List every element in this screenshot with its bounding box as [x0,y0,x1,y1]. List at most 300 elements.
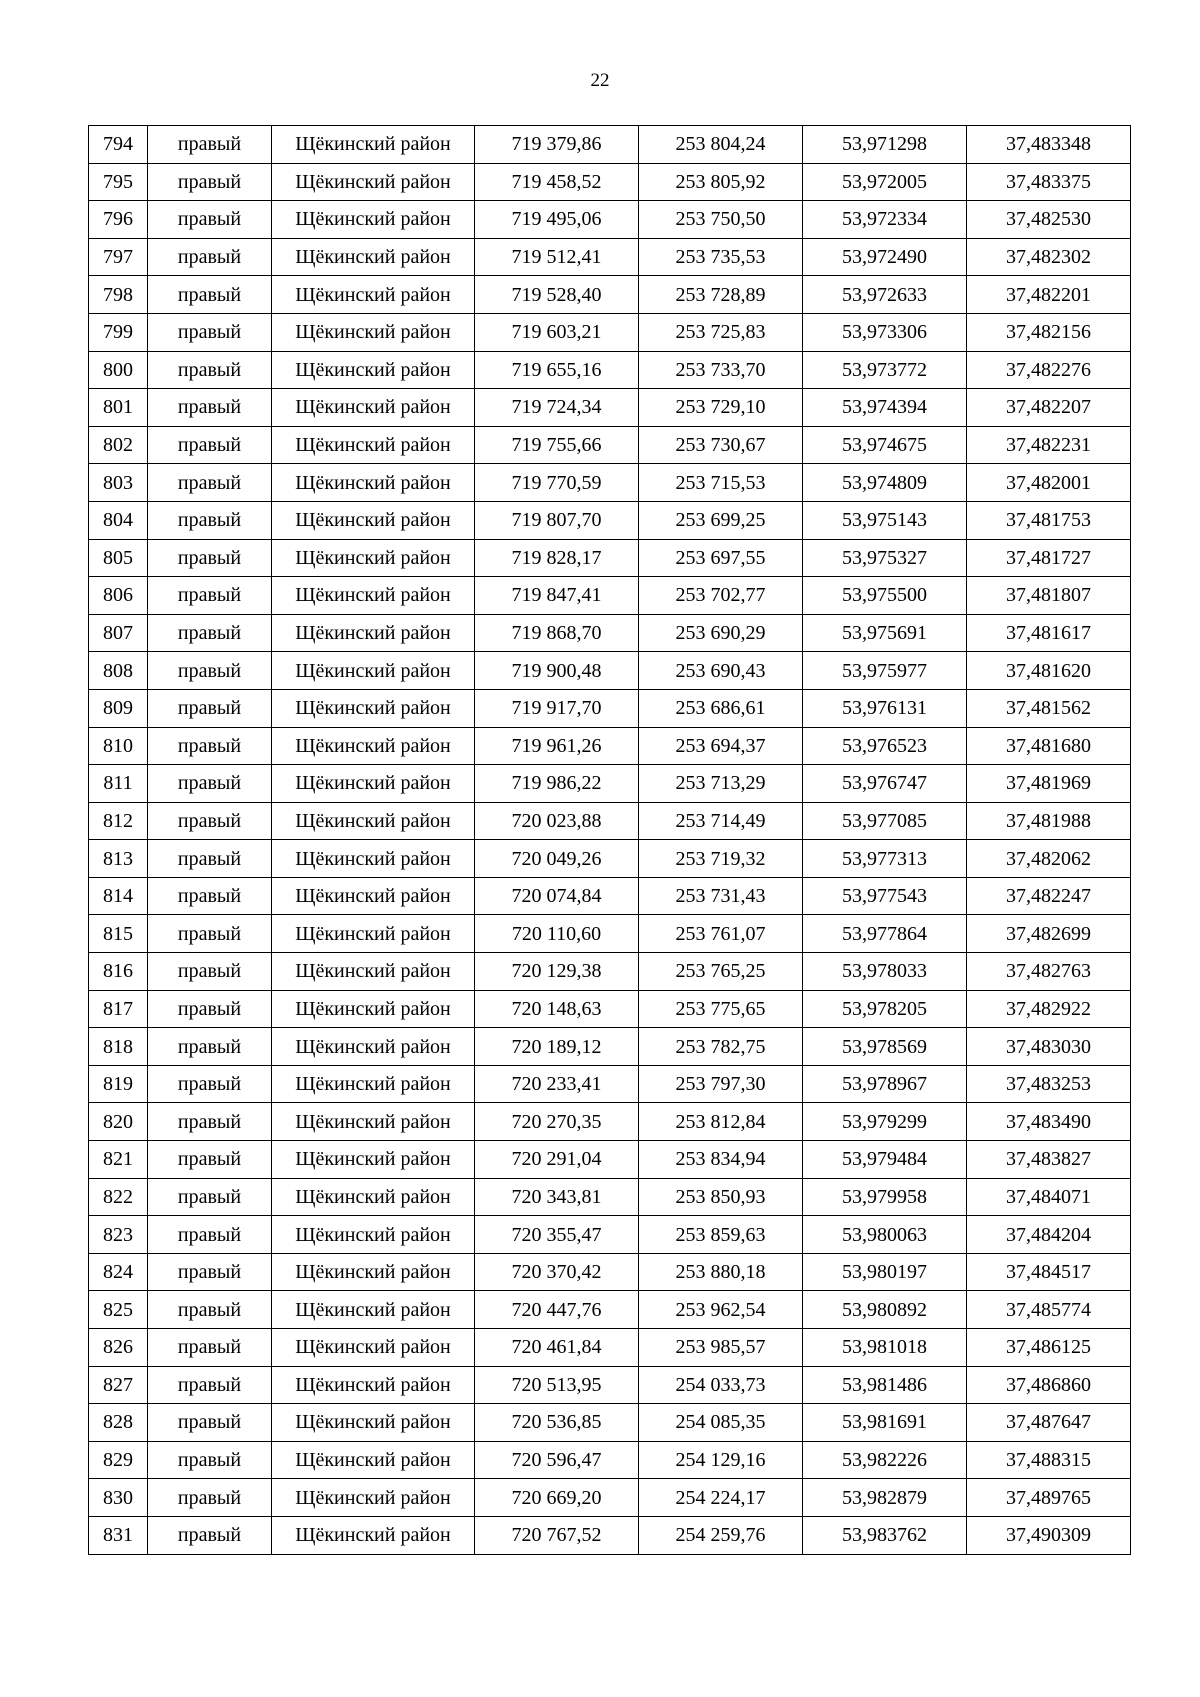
latitude-cell: 53,979484 [803,1141,967,1179]
latitude-cell: 53,982879 [803,1479,967,1517]
y-coordinate-cell: 254 129,16 [639,1441,803,1479]
longitude-cell: 37,481807 [967,577,1131,615]
x-coordinate-cell: 719 528,40 [475,276,639,314]
x-coordinate-cell: 719 512,41 [475,238,639,276]
bank-side-cell: правый [148,1253,272,1291]
point-number-cell: 804 [89,501,148,539]
x-coordinate-cell: 720 110,60 [475,915,639,953]
y-coordinate-cell: 254 085,35 [639,1404,803,1442]
bank-side-cell: правый [148,238,272,276]
district-cell: Щёкинский район [272,313,475,351]
point-number-cell: 807 [89,614,148,652]
coordinates-table [88,125,1131,1555]
x-coordinate-cell: 719 770,59 [475,464,639,502]
longitude-cell: 37,490309 [967,1516,1131,1554]
bank-side-cell: правый [148,389,272,427]
longitude-cell: 37,481680 [967,727,1131,765]
point-number-cell: 796 [89,201,148,239]
x-coordinate-cell: 720 189,12 [475,1028,639,1066]
bank-side-cell: правый [148,577,272,615]
bank-side-cell: правый [148,313,272,351]
bank-side-cell: правый [148,689,272,727]
x-coordinate-cell: 720 233,41 [475,1065,639,1103]
longitude-cell: 37,482062 [967,840,1131,878]
longitude-cell: 37,482763 [967,953,1131,991]
point-number-cell: 816 [89,953,148,991]
longitude-cell: 37,481562 [967,689,1131,727]
table-row [89,652,1131,690]
point-number-cell: 823 [89,1216,148,1254]
longitude-cell: 37,486860 [967,1366,1131,1404]
y-coordinate-cell: 253 962,54 [639,1291,803,1329]
y-coordinate-cell: 253 733,70 [639,351,803,389]
district-cell: Щёкинский район [272,1366,475,1404]
longitude-cell: 37,484204 [967,1216,1131,1254]
longitude-cell: 37,484517 [967,1253,1131,1291]
point-number-cell: 797 [89,238,148,276]
district-cell: Щёкинский район [272,953,475,991]
table-row [89,539,1131,577]
table-row [89,840,1131,878]
table-row [89,1253,1131,1291]
y-coordinate-cell: 253 702,77 [639,577,803,615]
district-cell: Щёкинский район [272,1404,475,1442]
table-row [89,464,1131,502]
bank-side-cell: правый [148,840,272,878]
district-cell: Щёкинский район [272,1479,475,1517]
latitude-cell: 53,982226 [803,1441,967,1479]
y-coordinate-cell: 253 686,61 [639,689,803,727]
table-row [89,1141,1131,1179]
bank-side-cell: правый [148,915,272,953]
x-coordinate-cell: 720 129,38 [475,953,639,991]
bank-side-cell: правый [148,1516,272,1554]
x-coordinate-cell: 720 767,52 [475,1516,639,1554]
y-coordinate-cell: 254 033,73 [639,1366,803,1404]
y-coordinate-cell: 253 765,25 [639,953,803,991]
district-cell: Щёкинский район [272,1028,475,1066]
latitude-cell: 53,972005 [803,163,967,201]
point-number-cell: 805 [89,539,148,577]
latitude-cell: 53,975327 [803,539,967,577]
latitude-cell: 53,976523 [803,727,967,765]
point-number-cell: 802 [89,426,148,464]
bank-side-cell: правый [148,1479,272,1517]
longitude-cell: 37,483375 [967,163,1131,201]
table-row [89,1216,1131,1254]
longitude-cell: 37,481620 [967,652,1131,690]
longitude-cell: 37,482530 [967,201,1131,239]
district-cell: Щёкинский район [272,1141,475,1179]
point-number-cell: 819 [89,1065,148,1103]
longitude-cell: 37,482001 [967,464,1131,502]
longitude-cell: 37,483348 [967,126,1131,164]
latitude-cell: 53,973306 [803,313,967,351]
longitude-cell: 37,482922 [967,990,1131,1028]
latitude-cell: 53,980197 [803,1253,967,1291]
table-row [89,201,1131,239]
bank-side-cell: правый [148,1103,272,1141]
bank-side-cell: правый [148,953,272,991]
latitude-cell: 53,983762 [803,1516,967,1554]
x-coordinate-cell: 719 917,70 [475,689,639,727]
x-coordinate-cell: 720 270,35 [475,1103,639,1141]
y-coordinate-cell: 254 259,76 [639,1516,803,1554]
table-row [89,1329,1131,1367]
longitude-cell: 37,481617 [967,614,1131,652]
latitude-cell: 53,978033 [803,953,967,991]
page-number: 22 [590,70,610,91]
latitude-cell: 53,975500 [803,577,967,615]
bank-side-cell: правый [148,201,272,239]
district-cell: Щёкинский район [272,765,475,803]
point-number-cell: 813 [89,840,148,878]
district-cell: Щёкинский район [272,915,475,953]
point-number-cell: 830 [89,1479,148,1517]
table-row [89,1103,1131,1141]
bank-side-cell: правый [148,1404,272,1442]
y-coordinate-cell: 253 775,65 [639,990,803,1028]
x-coordinate-cell: 720 370,42 [475,1253,639,1291]
x-coordinate-cell: 720 148,63 [475,990,639,1028]
latitude-cell: 53,975691 [803,614,967,652]
bank-side-cell: правый [148,614,272,652]
district-cell: Щёкинский район [272,1216,475,1254]
table-row [89,1479,1131,1517]
bank-side-cell: правый [148,1065,272,1103]
bank-side-cell: правый [148,126,272,164]
table-row [89,765,1131,803]
table-body [89,126,1131,1555]
bank-side-cell: правый [148,501,272,539]
bank-side-cell: правый [148,1216,272,1254]
latitude-cell: 53,976131 [803,689,967,727]
x-coordinate-cell: 719 847,41 [475,577,639,615]
latitude-cell: 53,974394 [803,389,967,427]
x-coordinate-cell: 719 655,16 [475,351,639,389]
x-coordinate-cell: 719 961,26 [475,727,639,765]
x-coordinate-cell: 719 986,22 [475,765,639,803]
point-number-cell: 818 [89,1028,148,1066]
bank-side-cell: правый [148,464,272,502]
bank-side-cell: правый [148,1329,272,1367]
point-number-cell: 812 [89,802,148,840]
point-number-cell: 829 [89,1441,148,1479]
longitude-cell: 37,481753 [967,501,1131,539]
y-coordinate-cell: 253 694,37 [639,727,803,765]
latitude-cell: 53,974809 [803,464,967,502]
point-number-cell: 801 [89,389,148,427]
district-cell: Щёкинский район [272,1516,475,1554]
longitude-cell: 37,483490 [967,1103,1131,1141]
y-coordinate-cell: 253 699,25 [639,501,803,539]
district-cell: Щёкинский район [272,652,475,690]
district-cell: Щёкинский район [272,1065,475,1103]
table-row [89,126,1131,164]
y-coordinate-cell: 253 750,50 [639,201,803,239]
x-coordinate-cell: 720 513,95 [475,1366,639,1404]
x-coordinate-cell: 719 807,70 [475,501,639,539]
table-row [89,1291,1131,1329]
y-coordinate-cell: 253 859,63 [639,1216,803,1254]
x-coordinate-cell: 720 355,47 [475,1216,639,1254]
point-number-cell: 794 [89,126,148,164]
longitude-cell: 37,482247 [967,877,1131,915]
bank-side-cell: правый [148,276,272,314]
y-coordinate-cell: 253 697,55 [639,539,803,577]
y-coordinate-cell: 253 804,24 [639,126,803,164]
district-cell: Щёкинский район [272,990,475,1028]
table-row [89,238,1131,276]
longitude-cell: 37,487647 [967,1404,1131,1442]
longitude-cell: 37,482231 [967,426,1131,464]
x-coordinate-cell: 719 724,34 [475,389,639,427]
longitude-cell: 37,486125 [967,1329,1131,1367]
district-cell: Щёкинский район [272,614,475,652]
table-row [89,313,1131,351]
district-cell: Щёкинский район [272,126,475,164]
district-cell: Щёкинский район [272,389,475,427]
table-row [89,276,1131,314]
latitude-cell: 53,972334 [803,201,967,239]
table-row [89,953,1131,991]
table-row [89,426,1131,464]
table-row [89,1366,1131,1404]
longitude-cell: 37,482156 [967,313,1131,351]
longitude-cell: 37,488315 [967,1441,1131,1479]
y-coordinate-cell: 253 985,57 [639,1329,803,1367]
point-number-cell: 799 [89,313,148,351]
latitude-cell: 53,973772 [803,351,967,389]
y-coordinate-cell: 253 880,18 [639,1253,803,1291]
point-number-cell: 828 [89,1404,148,1442]
y-coordinate-cell: 253 719,32 [639,840,803,878]
y-coordinate-cell: 253 714,49 [639,802,803,840]
table-row [89,614,1131,652]
x-coordinate-cell: 720 291,04 [475,1141,639,1179]
point-number-cell: 815 [89,915,148,953]
point-number-cell: 810 [89,727,148,765]
bank-side-cell: правый [148,652,272,690]
district-cell: Щёкинский район [272,426,475,464]
point-number-cell: 820 [89,1103,148,1141]
longitude-cell: 37,485774 [967,1291,1131,1329]
x-coordinate-cell: 720 536,85 [475,1404,639,1442]
x-coordinate-cell: 719 495,06 [475,201,639,239]
latitude-cell: 53,980063 [803,1216,967,1254]
latitude-cell: 53,980892 [803,1291,967,1329]
table-row [89,351,1131,389]
y-coordinate-cell: 253 728,89 [639,276,803,314]
district-cell: Щёкинский район [272,163,475,201]
bank-side-cell: правый [148,877,272,915]
bank-side-cell: правый [148,163,272,201]
bank-side-cell: правый [148,765,272,803]
bank-side-cell: правый [148,727,272,765]
longitude-cell: 37,481988 [967,802,1131,840]
district-cell: Щёкинский район [272,689,475,727]
x-coordinate-cell: 720 447,76 [475,1291,639,1329]
table-row [89,877,1131,915]
y-coordinate-cell: 253 782,75 [639,1028,803,1066]
y-coordinate-cell: 253 812,84 [639,1103,803,1141]
longitude-cell: 37,482699 [967,915,1131,953]
latitude-cell: 53,979299 [803,1103,967,1141]
table-row [89,802,1131,840]
point-number-cell: 824 [89,1253,148,1291]
bank-side-cell: правый [148,1291,272,1329]
district-cell: Щёкинский район [272,577,475,615]
x-coordinate-cell: 720 461,84 [475,1329,639,1367]
longitude-cell: 37,482276 [967,351,1131,389]
point-number-cell: 798 [89,276,148,314]
latitude-cell: 53,978967 [803,1065,967,1103]
point-number-cell: 809 [89,689,148,727]
point-number-cell: 821 [89,1141,148,1179]
bank-side-cell: правый [148,1441,272,1479]
district-cell: Щёкинский район [272,351,475,389]
latitude-cell: 53,981486 [803,1366,967,1404]
table-row [89,1516,1131,1554]
y-coordinate-cell: 253 761,07 [639,915,803,953]
table-row [89,501,1131,539]
table-row [89,1065,1131,1103]
point-number-cell: 831 [89,1516,148,1554]
longitude-cell: 37,481727 [967,539,1131,577]
point-number-cell: 803 [89,464,148,502]
table-row [89,1441,1131,1479]
y-coordinate-cell: 253 735,53 [639,238,803,276]
table-row [89,915,1131,953]
x-coordinate-cell: 720 596,47 [475,1441,639,1479]
x-coordinate-cell: 719 458,52 [475,163,639,201]
y-coordinate-cell: 253 690,43 [639,652,803,690]
district-cell: Щёкинский район [272,802,475,840]
district-cell: Щёкинский район [272,276,475,314]
point-number-cell: 814 [89,877,148,915]
y-coordinate-cell: 254 224,17 [639,1479,803,1517]
y-coordinate-cell: 253 715,53 [639,464,803,502]
bank-side-cell: правый [148,539,272,577]
point-number-cell: 811 [89,765,148,803]
district-cell: Щёкинский район [272,727,475,765]
longitude-cell: 37,483253 [967,1065,1131,1103]
table-row [89,389,1131,427]
x-coordinate-cell: 720 049,26 [475,840,639,878]
longitude-cell: 37,489765 [967,1479,1131,1517]
x-coordinate-cell: 719 868,70 [475,614,639,652]
x-coordinate-cell: 719 828,17 [475,539,639,577]
x-coordinate-cell: 720 074,84 [475,877,639,915]
bank-side-cell: правый [148,1178,272,1216]
point-number-cell: 825 [89,1291,148,1329]
latitude-cell: 53,975977 [803,652,967,690]
latitude-cell: 53,977085 [803,802,967,840]
latitude-cell: 53,975143 [803,501,967,539]
bank-side-cell: правый [148,990,272,1028]
point-number-cell: 826 [89,1329,148,1367]
district-cell: Щёкинский район [272,1253,475,1291]
table-row [89,163,1131,201]
bank-side-cell: правый [148,426,272,464]
district-cell: Щёкинский район [272,1441,475,1479]
latitude-cell: 53,976747 [803,765,967,803]
point-number-cell: 800 [89,351,148,389]
latitude-cell: 53,972490 [803,238,967,276]
y-coordinate-cell: 253 730,67 [639,426,803,464]
district-cell: Щёкинский район [272,501,475,539]
x-coordinate-cell: 719 379,86 [475,126,639,164]
y-coordinate-cell: 253 725,83 [639,313,803,351]
latitude-cell: 53,978205 [803,990,967,1028]
district-cell: Щёкинский район [272,877,475,915]
bank-side-cell: правый [148,1141,272,1179]
point-number-cell: 806 [89,577,148,615]
district-cell: Щёкинский район [272,1103,475,1141]
district-cell: Щёкинский район [272,238,475,276]
longitude-cell: 37,481969 [967,765,1131,803]
latitude-cell: 53,971298 [803,126,967,164]
x-coordinate-cell: 719 900,48 [475,652,639,690]
bank-side-cell: правый [148,1028,272,1066]
longitude-cell: 37,484071 [967,1178,1131,1216]
longitude-cell: 37,483030 [967,1028,1131,1066]
y-coordinate-cell: 253 729,10 [639,389,803,427]
y-coordinate-cell: 253 731,43 [639,877,803,915]
district-cell: Щёкинский район [272,840,475,878]
point-number-cell: 795 [89,163,148,201]
y-coordinate-cell: 253 713,29 [639,765,803,803]
point-number-cell: 822 [89,1178,148,1216]
point-number-cell: 817 [89,990,148,1028]
latitude-cell: 53,974675 [803,426,967,464]
x-coordinate-cell: 720 023,88 [475,802,639,840]
table-row [89,1404,1131,1442]
x-coordinate-cell: 719 603,21 [475,313,639,351]
x-coordinate-cell: 720 343,81 [475,1178,639,1216]
latitude-cell: 53,977313 [803,840,967,878]
district-cell: Щёкинский район [272,464,475,502]
bank-side-cell: правый [148,802,272,840]
latitude-cell: 53,978569 [803,1028,967,1066]
table-row [89,727,1131,765]
latitude-cell: 53,972633 [803,276,967,314]
latitude-cell: 53,977543 [803,877,967,915]
y-coordinate-cell: 253 690,29 [639,614,803,652]
latitude-cell: 53,981691 [803,1404,967,1442]
latitude-cell: 53,981018 [803,1329,967,1367]
bank-side-cell: правый [148,1366,272,1404]
longitude-cell: 37,482302 [967,238,1131,276]
district-cell: Щёкинский район [272,201,475,239]
y-coordinate-cell: 253 850,93 [639,1178,803,1216]
x-coordinate-cell: 719 755,66 [475,426,639,464]
district-cell: Щёкинский район [272,1291,475,1329]
point-number-cell: 808 [89,652,148,690]
x-coordinate-cell: 720 669,20 [475,1479,639,1517]
longitude-cell: 37,482207 [967,389,1131,427]
table-row [89,990,1131,1028]
district-cell: Щёкинский район [272,539,475,577]
district-cell: Щёкинский район [272,1178,475,1216]
point-number-cell: 827 [89,1366,148,1404]
latitude-cell: 53,977864 [803,915,967,953]
longitude-cell: 37,483827 [967,1141,1131,1179]
longitude-cell: 37,482201 [967,276,1131,314]
table-row [89,1178,1131,1216]
table-row [89,689,1131,727]
latitude-cell: 53,979958 [803,1178,967,1216]
